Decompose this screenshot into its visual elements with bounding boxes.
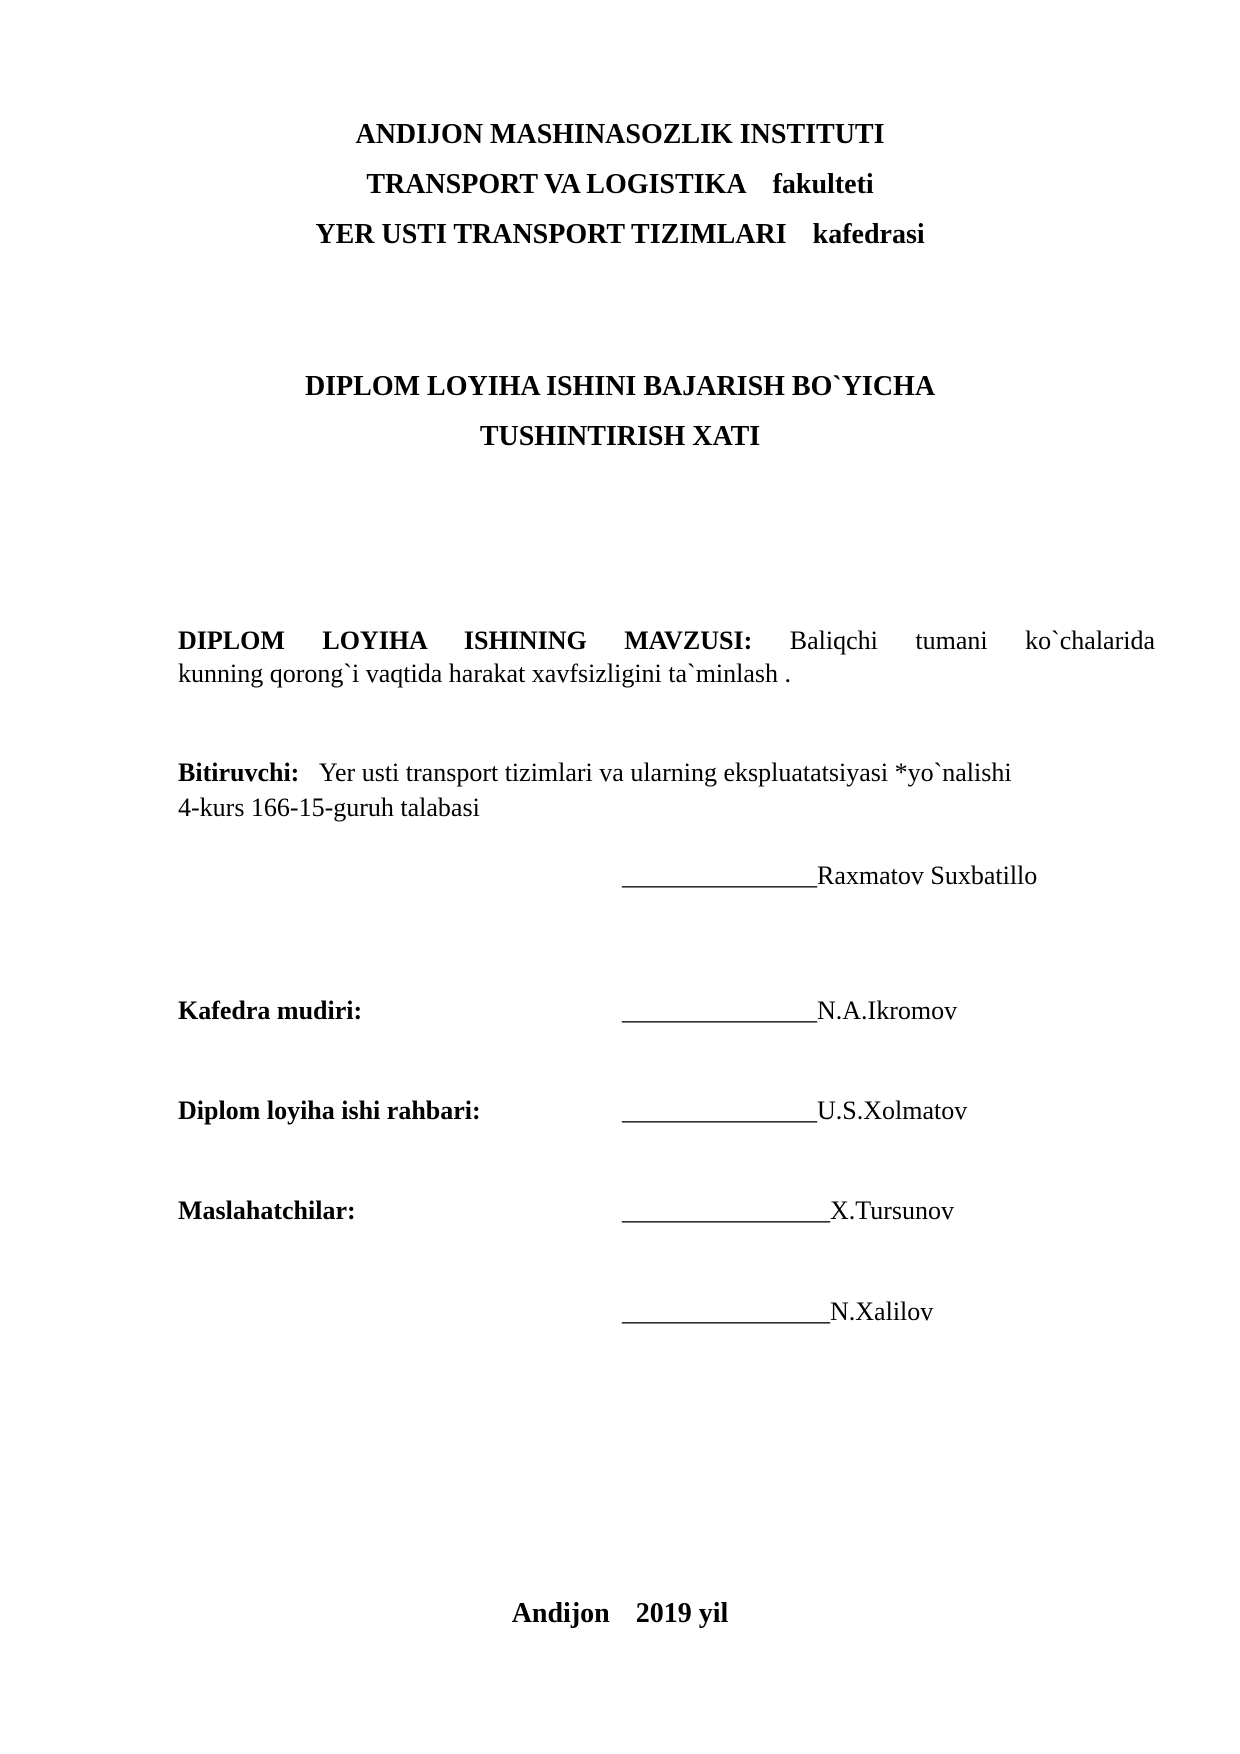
topic-label: DIPLOM LOYIHA ISHINING MAVZUSI:	[178, 626, 753, 655]
consultant2-signature: ________________N.Xalilov	[622, 1297, 934, 1326]
topic-line1	[178, 625, 1155, 657]
graduate-line1	[178, 757, 1012, 789]
department-word: kafedrasi	[812, 219, 925, 250]
topic-text-line2: kunning qorong`i vaqtida harakat xavfsizligini ta`minlash .	[178, 659, 792, 688]
consultant1-signature: ________________X.Tursunov	[622, 1196, 955, 1225]
faculty-name: TRANSPORT VA LOGISTIKA	[366, 169, 747, 200]
faculty-word: fakulteti	[772, 169, 874, 200]
supervisor-signature: _______________U.S.Xolmatov	[622, 1096, 968, 1125]
supervisor-label: Diplom loyiha ishi rahbari:	[178, 1096, 481, 1125]
department-head-label: Kafedra mudiri:	[178, 996, 363, 1025]
graduate-text-line1: Yer usti transport tizimlari va ularning ekspluatatsiyasi *yo`nalishi	[318, 758, 1012, 787]
department-name: YER USTI TRANSPORT TIZIMLARI	[315, 219, 787, 250]
topic-text-line1: Baliqchi tumani ko`chalarida	[789, 626, 1156, 655]
consultants-label: Maslahatchilar:	[178, 1196, 356, 1225]
institute-name: ANDIJON MASHINASOZLIK INSTITUTI	[355, 119, 885, 150]
graduate-signature: _______________Raxmatov Suxbatillo	[622, 861, 1038, 890]
department-head-signature: _______________N.A.Ikromov	[622, 996, 958, 1025]
graduate-text-line2: 4-kurs 166-15-guruh talabasi	[178, 793, 480, 822]
faculty-line	[0, 168, 1240, 202]
footer-year: 2019 yil	[635, 1598, 729, 1629]
department-line	[0, 218, 1240, 252]
graduate-label: Bitiruvchi:	[178, 758, 300, 787]
document-title-line2: TUSHINTIRISH XATI	[479, 421, 761, 452]
document-title-line1: DIPLOM LOYIHA ISHINI BAJARISH BO`YICHA	[304, 371, 936, 402]
footer-line	[0, 1597, 1240, 1631]
footer-city: Andijon	[511, 1598, 610, 1629]
